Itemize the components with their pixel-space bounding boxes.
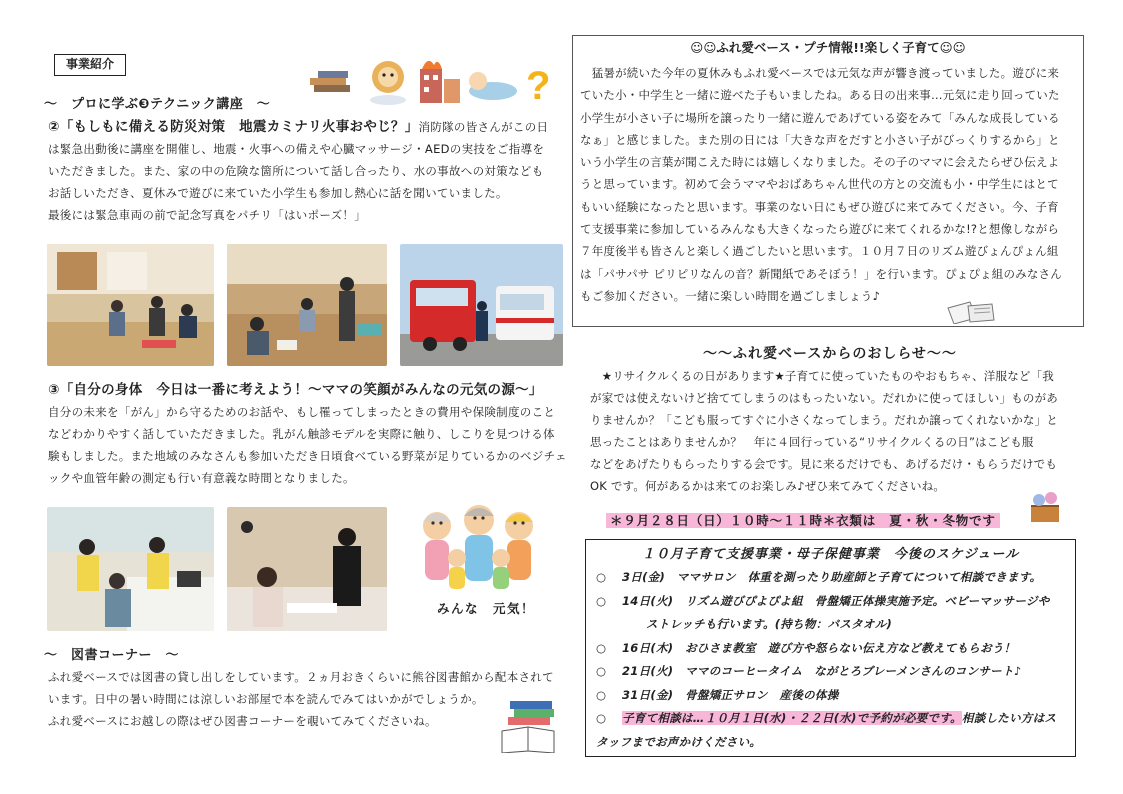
library-line: います。日中の暑い時間には涼しいお部屋で本を読んでみてはいかがでしょうか。 bbox=[48, 692, 484, 706]
bullet: ○ bbox=[596, 664, 607, 678]
header-illustrations bbox=[308, 55, 553, 105]
schedule-item: ○ 16日(木) おひさま教室 遊び方や怒らない伝え方など教えてもらおう！ bbox=[596, 637, 1074, 661]
article2 bbox=[48, 116, 568, 226]
recycle-date-highlight: ＊９月２８日（日）１０時～１１時＊衣類は 夏・秋・冬物です bbox=[606, 513, 1000, 528]
newspaper-icon bbox=[948, 302, 994, 324]
notice-line: て支援事業に参加しているみんなも大きくなったら遊びに来てくれるかな!?と想像しながら bbox=[580, 222, 1060, 237]
open-book-icon bbox=[502, 701, 554, 753]
news-line: ★リサイクルくるの日があります★子育てに使っていたものやおもちゃ、洋服など「我 bbox=[590, 369, 1055, 383]
notice-line: いう小学生の言葉が聞こえた時には嬉しくなりました。その子のママに会えたらぜひ伝えよ bbox=[580, 155, 1060, 170]
library-heading: ～ 図書コーナー ～ bbox=[44, 648, 180, 663]
article3-line: などわかりやすく話していただきました。乳がん触診モデルを実際に触り、しこりを見つける体 bbox=[48, 427, 555, 441]
bullet: ○ bbox=[596, 570, 607, 584]
sleeping-baby-icon bbox=[469, 72, 517, 100]
family-illustration bbox=[413, 496, 545, 596]
question-mark-icon bbox=[526, 64, 550, 105]
news-title: ～～ふれ愛ベースからのおしらせ～～ bbox=[703, 346, 957, 362]
schedule-item: ○ 14日(火) リズム遊びぴよぴよ組 骨盤矯正体操実施予定。ベビーマッサージや bbox=[596, 590, 1074, 614]
photo-health-check bbox=[47, 507, 214, 631]
svg-text:?: ? bbox=[526, 64, 551, 105]
notice-line: 猛暑が続いた今年の夏休みもふれ愛ベースでは元気な声が響き渡っていました。遊びに来 bbox=[580, 66, 1060, 80]
mascot-icon bbox=[370, 61, 406, 105]
schedule-item: ○ 3日(金) ママサロン 体重を測ったり助産師と子育てについて相談できます。 bbox=[596, 566, 1074, 590]
bullet: ○ bbox=[596, 711, 607, 725]
notice-line: もご参加ください。一緒に楽しい時間を過ごしましょう♪ bbox=[580, 288, 881, 303]
photo-consultation bbox=[227, 507, 387, 631]
lecture-heading: ～ プロに学ぶ❸テクニック講座 ～ bbox=[44, 97, 271, 112]
bullet: ○ bbox=[596, 640, 607, 655]
section-tag: 事業紹介 bbox=[54, 54, 126, 76]
article2-line: お話しいただき、夏休みで遊びに来ていた小学生も参加し熱心に話を聞いていました。 bbox=[48, 186, 508, 200]
consult-rest: 相談したい方はス bbox=[961, 711, 1057, 725]
photo-cpr-training bbox=[47, 244, 214, 366]
news-line: りませんか？「こども服ってすぐに小さくなってしまう。だれか譲ってくれないかな」と bbox=[590, 413, 1058, 427]
news-line: が家では使えないけど捨ててしまうのはもったいない。だれかに使ってほしい」ものがあ bbox=[590, 391, 1058, 405]
bullet: ○ bbox=[596, 687, 607, 702]
notice-line: ７年度後半も皆さんと楽しく過ごしたいと思います。１０月７日のリズム遊びょんぴょん組 bbox=[580, 244, 1059, 259]
photo-workshop-group bbox=[227, 244, 387, 366]
notice-title: ☺☺ふれ愛ベース・プチ情報!!楽しく子育て☺☺ bbox=[690, 40, 966, 55]
consult-highlight: 子育て相談は…１０月１日(水)・２２日(水)で予約が必要です。 bbox=[622, 711, 962, 725]
schedule-consult bbox=[596, 707, 1074, 731]
notice-line: うと思っています。初めて会うママやおばあちゃん世代の方との交流も小・中学生にはとて bbox=[580, 177, 1059, 192]
notice-line: は「パサパサ ピリピリなんの音？新聞紙であそぼう！」を行います。ぴょぴょ組のみなさん bbox=[580, 266, 1062, 281]
notice-line: なぁ」と感じました。また別の日には「大きな声をだすと小さい子がびっくりするから」と bbox=[580, 132, 1060, 147]
article2-line: 最後には緊急車両の前で記念写真をパチリ「はいポーズ！」 bbox=[48, 208, 367, 222]
schedule-item: ○ 21日(火) ママのコーヒータイム ながとろブレーメンさんのコンサート♪ bbox=[596, 660, 1074, 684]
family-icon bbox=[423, 505, 533, 589]
schedule-item: ○ 31日(金) 骨盤矯正サロン 産後の体操 bbox=[596, 684, 1074, 708]
article3-line: 自分の未来を「がん」から守るためのお話や、もし罹ってしまったときの費用や保険制度のこと bbox=[48, 405, 556, 419]
newspaper-illustration bbox=[946, 300, 996, 324]
recycle-basket-icon bbox=[1031, 492, 1059, 522]
recycle-date bbox=[606, 510, 1000, 529]
article2-line: 消防隊の皆さんがこの日 bbox=[418, 120, 549, 134]
notice-text bbox=[580, 62, 1078, 307]
article3 bbox=[48, 379, 568, 489]
library-line: ふれ愛ベースにお越しの際はぜひ図書コーナーを覗いてみてくださいね。 bbox=[48, 714, 437, 728]
notice-line: ていた小・中学生と一緒に遊べた子もいましたね。ある日の出来事…元気に走り回っていた bbox=[580, 88, 1060, 103]
schedule-consult-line2: タッフまでお声かけください。 bbox=[596, 734, 762, 749]
news-text bbox=[590, 365, 1080, 497]
schedule-list bbox=[596, 566, 1074, 754]
fire-building-icon bbox=[420, 61, 460, 103]
article3-line: ックや血管年齢の測定も行い有意義な時間となりました。 bbox=[48, 471, 355, 485]
notice-line: 小学生が小さい子に場所を譲ったり一緒に遊んであげている姿をみて「みんな成長している bbox=[580, 110, 1060, 125]
notice-line: もいい経験になったと思います。事業のない日にもぜひ遊びに来てみてください。今、子育 bbox=[580, 199, 1059, 214]
schedule-item-continued: ストレッチも行います。(持ち物：バスタオル) bbox=[646, 617, 893, 631]
article3-line: 験もしました。また地域のみなさんも参加いただき日頃食べている野菜が足りているかのベジチェ bbox=[48, 449, 567, 463]
book-stack-icon bbox=[310, 71, 350, 92]
article2-line: いただきました。また、家の中の危険な箇所について話し合ったり、水の事故への対策なども bbox=[48, 164, 544, 178]
bullet: ○ bbox=[596, 593, 607, 608]
photo-fire-trucks bbox=[400, 244, 563, 366]
books-illustration bbox=[500, 697, 558, 753]
library-line: ふれ愛ベースでは図書の貸し出しをしています。２ヵ月おきくらいに熊谷図書館から配本されて bbox=[48, 670, 554, 684]
article3-title: ③「自分の身体 今日は一番に考えよう！～ママの笑顔がみんなの元気の源～」 bbox=[48, 382, 543, 398]
schedule-title: １０月子育て支援事業・母子保健事業 今後のスケジュール bbox=[641, 547, 1020, 562]
news-line: 思ったことはありませんか？ 年に４回行っている“リサイクルくるの日”はこども服 bbox=[590, 435, 1034, 449]
article2-title: ②「もしもに備える防災対策 地震カミナリ火事おやじ？」 bbox=[48, 119, 419, 135]
news-line: などをあげたりもらったりする会です。見に来るだけでも、あげるだけ・もらうだけでも bbox=[590, 457, 1058, 471]
article2-line: は緊急出動後に講座を開催し、地震・火事への備えや心臓マッサージ・AEDの実技をご指導を bbox=[48, 142, 545, 156]
illustration-caption: みんな 元気！ bbox=[437, 601, 536, 616]
news-line: OK です。何があるかは来てのお楽しみ♪ぜひ来てみてくださいね。 bbox=[590, 479, 946, 493]
library-text bbox=[48, 666, 568, 732]
basket-illustration bbox=[1027, 488, 1063, 524]
